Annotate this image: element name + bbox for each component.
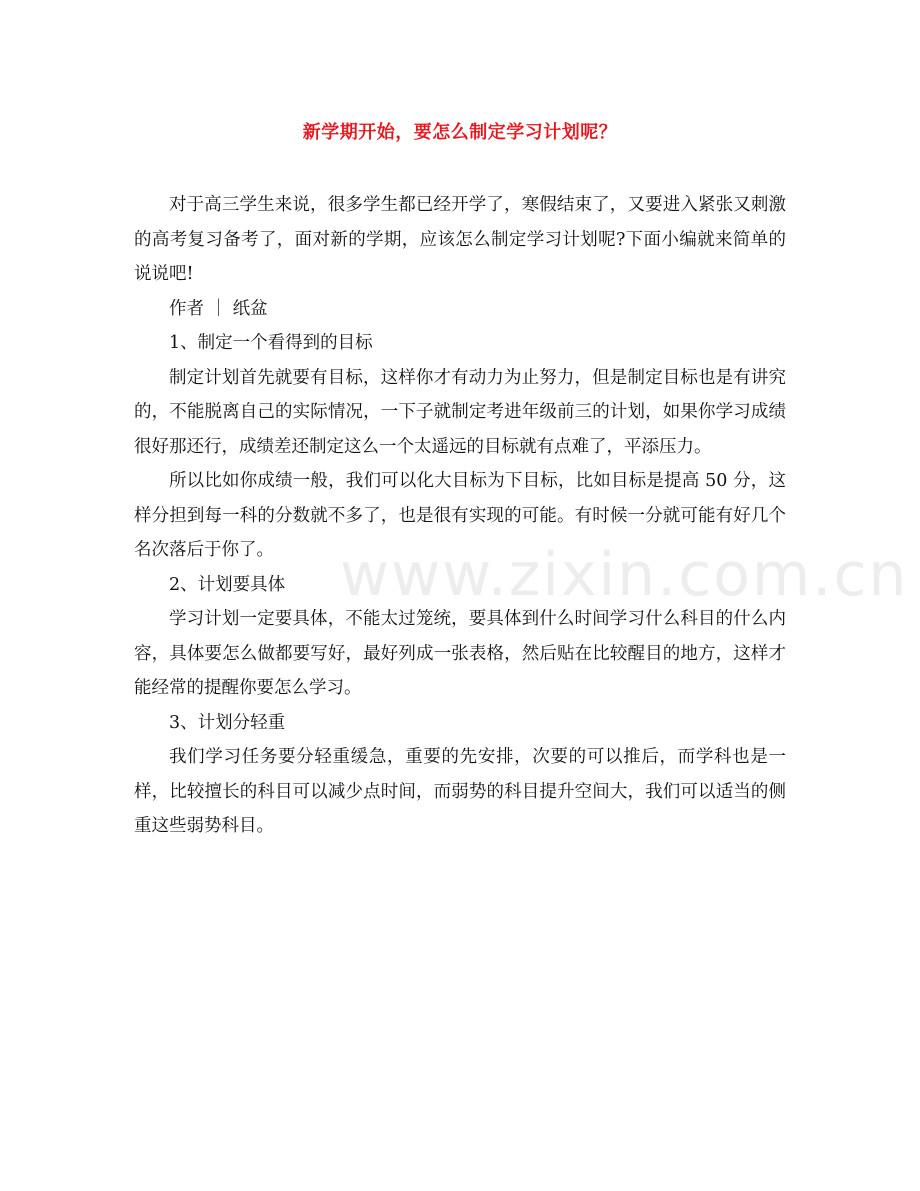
intro-paragraph: 对于高三学生来说，很多学生都已经开学了，寒假结束了，又要进入紧张又刺激的高考复习备考了，面对新的学期，应该怎么制定学习计划呢?下面小编就来简单的说说吧! [134,195,786,284]
section-heading: 3、计划分轻重 [169,712,286,733]
section-paragraph: 学习计划一定要具体，不能太过笼统，要具体到什么时间学习什么科目的什么内容，具体要怎么做都要写好，最好列成一张表格，然后贴在比较醒目的地方，这样才能经常的提醒你要怎么学习。 [134,609,786,698]
document-title: 新学期开始，要怎么制定学习计划呢？ [302,122,618,143]
section-paragraph: 我们学习任务要分轻重缓急，重要的先安排，次要的可以推后，而学科也是一样，比较擅长的科目可以减少点时间，而弱势的科目提升空间大，我们可以适当的侧重这些弱势科目。 [134,747,786,836]
section-paragraph: 制定计划首先就要有目标，这样你才有动力为止努力，但是制定目标也是有讲究的，不能脱离自己的实际情况，一下子就制定考进年级前三的计划，如果你学习成绩很好那还行，成绩差还制定这么一个太遥远的目标就有点难了，平添压力。 [134,367,786,457]
section-paragraph: 所以比如你成绩一般，我们可以化大目标为下目标，比如目标是提高 50 分，这样分担到每一科的分数就不多了，也是很有实现的可能。有时候一分就可能有好几个名次落后于你了。 [134,471,786,560]
section-heading: 1、制定一个看得到的目标 [169,333,373,353]
section-heading: 2、计划要具体 [169,574,286,595]
author-line: 作者 ｜ 纸盆 [169,298,268,319]
document-body [134,188,786,844]
watermark-text: www.zixin.com.cn [340,540,909,610]
